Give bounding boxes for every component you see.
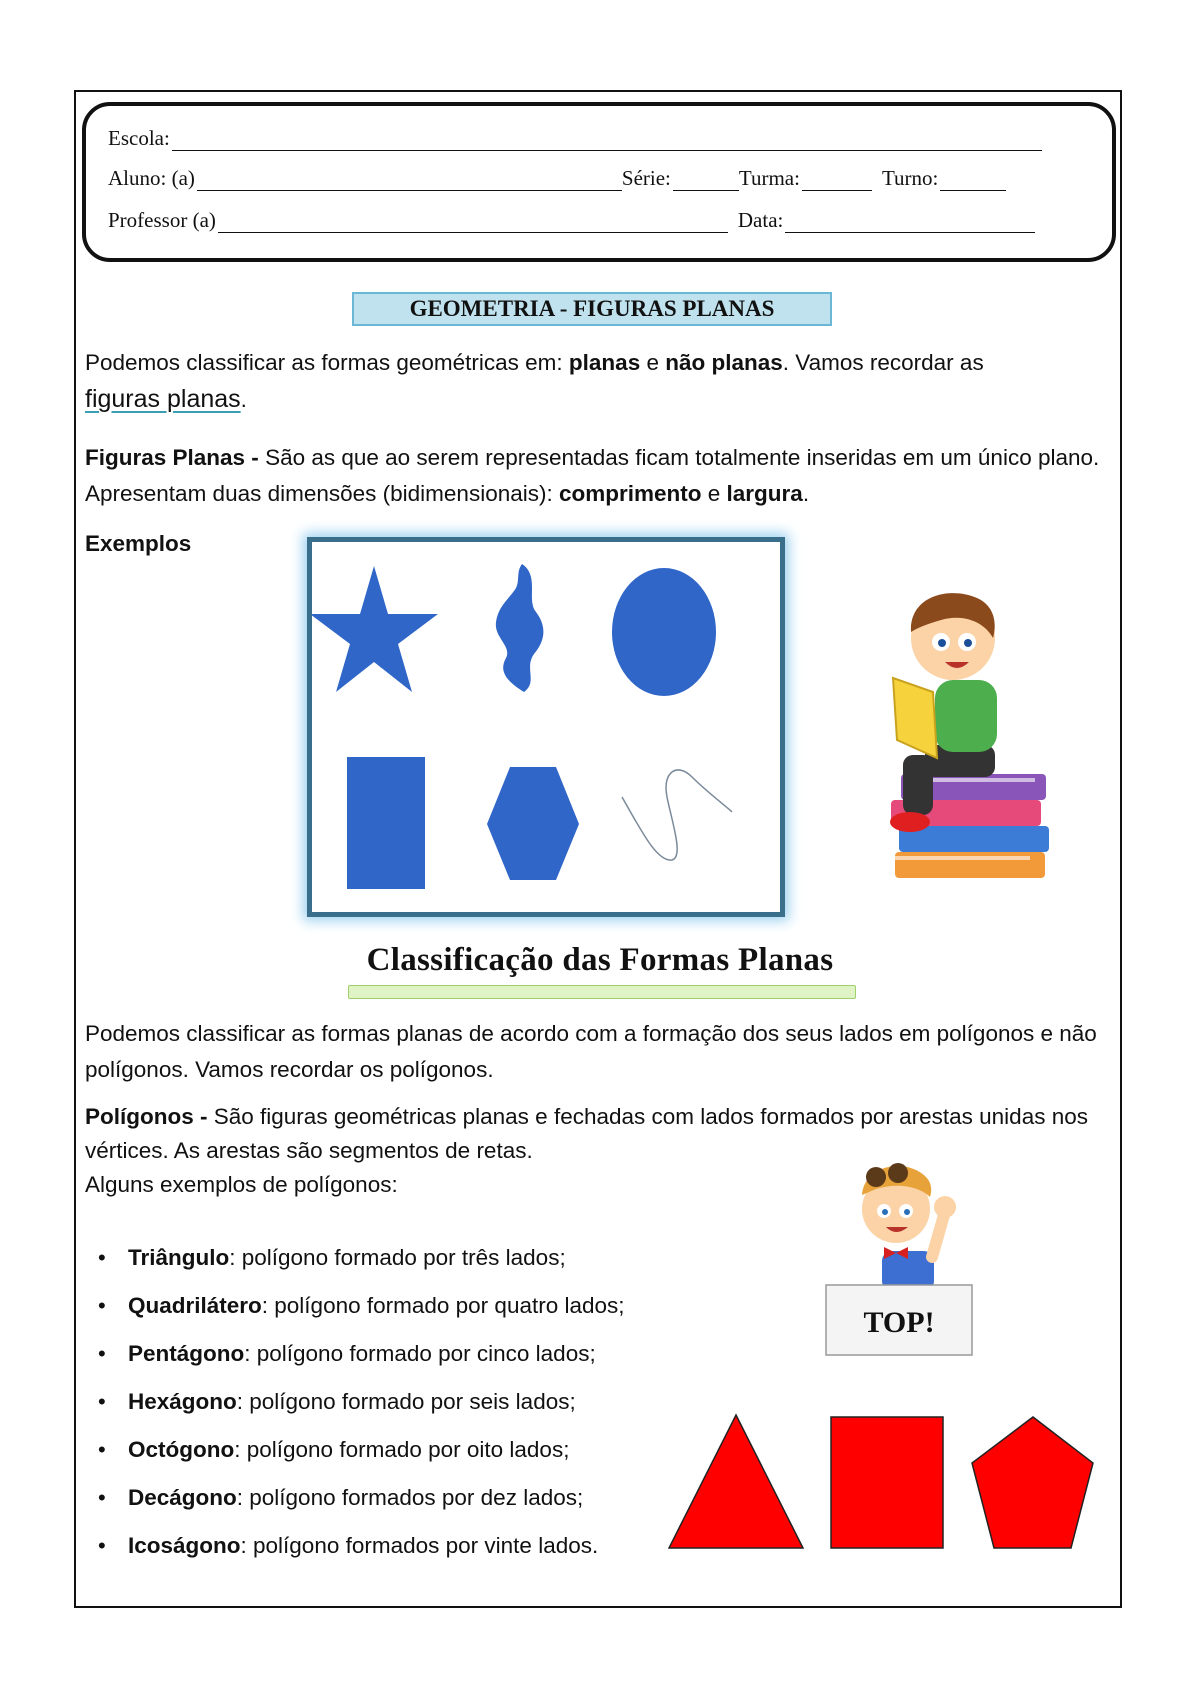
intro-text: .: [240, 387, 247, 412]
pupil: [938, 639, 946, 647]
list-item: [90, 1526, 625, 1574]
data-label: Data:: [737, 208, 784, 232]
boy-reading-illustration: [865, 580, 1065, 900]
book-icon: [895, 852, 1045, 878]
intro-bold-nao-planas: não planas: [665, 350, 783, 375]
polygon-name: Icoságono: [128, 1533, 241, 1558]
list-item: [90, 1334, 625, 1382]
intro-bold-planas: planas: [568, 350, 641, 375]
aluno-field[interactable]: [197, 170, 622, 191]
aluno-row: [108, 166, 1016, 191]
serie-label: Série:: [621, 166, 671, 190]
bold-comprimento: comprimento: [558, 481, 702, 506]
list-item: [90, 1382, 625, 1430]
turno-label: Turno:: [881, 166, 939, 190]
section-title: Classificação das Formas Planas: [366, 942, 834, 978]
intro-underlined-term: figuras planas: [85, 385, 241, 413]
top-sign-text: TOP!: [863, 1306, 935, 1339]
square-shape: [831, 1417, 943, 1548]
polygon-desc: : polígono formado por oito lados;: [234, 1437, 570, 1462]
poligonos-examples-intro: Alguns exemplos de polígonos:: [85, 1172, 398, 1197]
polygon-desc: : polígono formado por seis lados;: [236, 1389, 576, 1414]
polygon-name: Pentágono: [128, 1341, 245, 1366]
examples-figure: [307, 537, 785, 917]
section-title-bar: [348, 985, 856, 999]
figuras-planas-term: Figuras Planas -: [85, 445, 266, 470]
polygon-name: Triângulo: [128, 1245, 230, 1270]
pupil: [904, 1209, 910, 1215]
professor-label: Professor (a): [108, 208, 216, 232]
pentagon-shape: [972, 1417, 1093, 1548]
figuras-planas-text: São as que ao serem representadas ficam totalmente inseridas em um único plano. Apresentam duas dimensões (bidimensionais):: [85, 445, 1100, 506]
open-book-icon: [893, 678, 937, 758]
intro-paragraph: [85, 345, 1115, 418]
list-item: [90, 1430, 625, 1478]
boy-shirt: [935, 680, 997, 752]
polygon-desc: : polígono formados por vinte lados.: [240, 1533, 599, 1558]
figuras-planas-definition: [85, 440, 1115, 512]
curve-line: [622, 770, 732, 860]
top-kid-illustration: [822, 1155, 982, 1360]
intro-text: Podemos classificar as formas geométricas em:: [85, 350, 569, 375]
plane-shapes-illustration: [312, 542, 780, 912]
goggles-icon: [866, 1167, 886, 1187]
turma-label: Turma:: [738, 166, 800, 190]
aluno-label: Aluno: (a): [108, 166, 195, 190]
list-item: [90, 1478, 625, 1526]
rectangle-shape: [347, 757, 425, 889]
hand-icon: [934, 1196, 956, 1218]
polygon-desc: : polígono formado por três lados;: [229, 1245, 566, 1270]
irregular-shape: [496, 564, 544, 692]
goggles-icon: [888, 1163, 908, 1183]
polygon-name: Decágono: [128, 1485, 237, 1510]
classification-paragraph: Podemos classificar as formas planas de acordo com a formação dos seus lados em polígonos e não polígonos. Vamos recordar os polígonos.: [85, 1021, 1097, 1082]
pupil: [882, 1209, 888, 1215]
turma-field[interactable]: [802, 170, 872, 191]
escola-label: Escola:: [108, 126, 170, 150]
escola-row: [108, 126, 1052, 151]
circle-shape: [612, 568, 716, 696]
list-item: [90, 1286, 625, 1334]
professor-field[interactable]: [218, 212, 728, 233]
polygon-desc: : polígono formado por cinco lados;: [244, 1341, 596, 1366]
list-item: [90, 1238, 625, 1286]
poligonos-term: Polígonos -: [85, 1104, 214, 1129]
polygon-desc: : polígono formados por dez lados;: [236, 1485, 584, 1510]
figuras-planas-text: e: [701, 481, 727, 506]
polygon-name: Hexágono: [128, 1389, 237, 1414]
star-shape: [312, 566, 438, 692]
polygon-list: [90, 1238, 625, 1574]
triangle-shape: [669, 1415, 803, 1548]
waving-arm: [932, 1215, 944, 1257]
turno-field[interactable]: [940, 170, 1006, 191]
polygon-name: Octógono: [128, 1437, 235, 1462]
figuras-planas-text: .: [802, 481, 810, 506]
examples-label: Exemplos: [85, 531, 192, 556]
boy-legs: [903, 755, 933, 815]
bold-largura: largura: [726, 481, 803, 506]
shoe-icon: [890, 812, 930, 832]
intro-text: . Vamos recordar as: [782, 350, 984, 375]
intro-text: e: [640, 350, 666, 375]
polygon-desc: : polígono formado por quatro lados;: [261, 1293, 625, 1318]
page-title: GEOMETRIA - FIGURAS PLANAS: [352, 292, 832, 326]
data-field[interactable]: [785, 212, 1035, 233]
book-page-edge: [895, 856, 1030, 860]
professor-row: [108, 208, 1045, 233]
polygon-name: Quadrilátero: [128, 1293, 262, 1318]
poligonos-text: São figuras geométricas planas e fechadas com lados formados por arestas unidas nos vértices. As arestas são segmentos de retas.: [85, 1104, 1088, 1163]
pupil: [964, 639, 972, 647]
student-info-header: [82, 102, 1116, 262]
serie-field[interactable]: [673, 170, 739, 191]
hexagon-shape: [487, 767, 579, 880]
red-polygons-illustration: [668, 1410, 1108, 1555]
escola-field[interactable]: [172, 130, 1042, 151]
